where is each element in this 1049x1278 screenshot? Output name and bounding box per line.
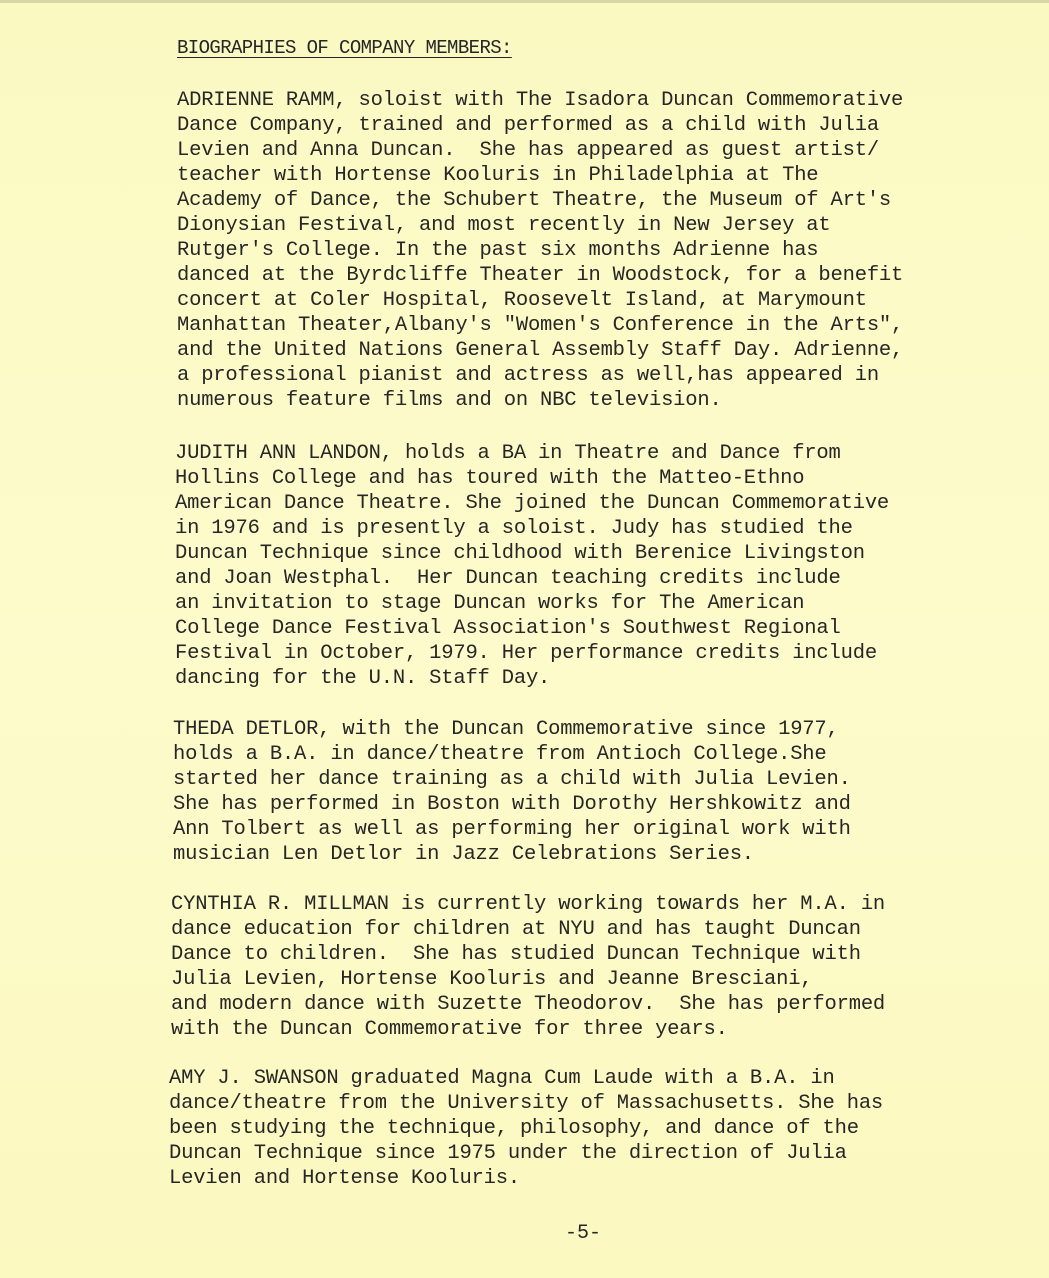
bio-line: Dance to children. She has studied Duncan Technique with — [171, 943, 861, 966]
page-heading: BIOGRAPHIES OF COMPANY MEMBERS: — [177, 37, 512, 59]
bio-line: and the United Nations General Assembly Staff Day. Adrienne, — [177, 339, 904, 362]
bio-line: ADRIENNE RAMM, soloist with The Isadora Duncan Commemorative — [177, 89, 904, 112]
bio-line: musician Len Detlor in Jazz Celebrations Series. — [173, 843, 754, 866]
biography-amy-swanson — [169, 1066, 959, 1191]
bio-line: and Joan Westphal. Her Duncan teaching credits include — [175, 567, 841, 590]
bio-line: started her dance training as a child with Julia Levien. — [173, 768, 851, 791]
bio-line: an invitation to stage Duncan works for The American — [175, 592, 805, 615]
bio-line: THEDA DETLOR, with the Duncan Commemorative since 1977, — [173, 718, 839, 741]
bio-line: Hollins College and has toured with the Matteo-Ethno — [175, 467, 805, 490]
bio-line: Julia Levien, Hortense Kooluris and Jeanne Bresciani, — [171, 968, 813, 991]
bio-line: Dionysian Festival, and most recently in New Jersey at — [177, 214, 831, 237]
bio-line: with the Duncan Commemorative for three years. — [171, 1018, 728, 1041]
bio-line: Manhattan Theater,Albany's "Women's Conference in the Arts", — [177, 314, 904, 337]
bio-line: dance/theatre from the University of Massachusetts. She has — [169, 1092, 884, 1115]
bio-line: Levien and Anna Duncan. She has appeared as guest artist/ — [177, 139, 879, 162]
biography-judith-ann-landon — [175, 441, 965, 691]
bio-line: Festival in October, 1979. Her performance credits include — [175, 642, 877, 665]
bio-line: Duncan Technique since childhood with Berenice Livingston — [175, 542, 865, 565]
biography-theda-detlor — [173, 717, 963, 867]
bio-line: teacher with Hortense Kooluris in Philadelphia at The — [177, 164, 819, 187]
bio-line: JUDITH ANN LANDON, holds a BA in Theatre and Dance from — [175, 442, 841, 465]
bio-line: been studying the technique, philosophy, and dance of the — [169, 1117, 859, 1140]
bio-line: danced at the Byrdcliffe Theater in Woodstock, for a benefit — [177, 264, 904, 287]
bio-line: concert at Coler Hospital, Roosevelt Island, at Marymount — [177, 289, 867, 312]
bio-line: dance education for children at NYU and has taught Duncan — [171, 918, 861, 941]
paper-top-edge — [0, 0, 1049, 3]
bio-line: Ann Tolbert as well as performing her original work with — [173, 818, 851, 841]
bio-line: Academy of Dance, the Schubert Theatre, the Museum of Art's — [177, 189, 892, 212]
bio-line: American Dance Theatre. She joined the Duncan Commemorative — [175, 492, 890, 515]
biography-adrienne-ramm — [177, 88, 967, 413]
bio-line: Rutger's College. In the past six months Adrienne has — [177, 239, 819, 262]
bio-line: in 1976 and is presently a soloist. Judy has studied the — [175, 517, 853, 540]
page-number: -5- — [565, 1222, 602, 1245]
bio-line: Levien and Hortense Kooluris. — [169, 1167, 520, 1190]
bio-line: and modern dance with Suzette Theodorov. She has performed — [171, 993, 886, 1016]
biography-cynthia-millman — [171, 892, 961, 1042]
bio-line: CYNTHIA R. MILLMAN is currently working towards her M.A. in — [171, 893, 886, 916]
bio-line: dancing for the U.N. Staff Day. — [175, 667, 551, 690]
bio-line: College Dance Festival Association's Southwest Regional — [175, 617, 841, 640]
bio-line: holds a B.A. in dance/theatre from Antioch College.She — [173, 743, 827, 766]
bio-line: a professional pianist and actress as well,has appeared in — [177, 364, 879, 387]
bio-line: She has performed in Boston with Dorothy Hershkowitz and — [173, 793, 851, 816]
bio-line: Duncan Technique since 1975 under the direction of Julia — [169, 1142, 847, 1165]
bio-line: numerous feature films and on NBC television. — [177, 389, 722, 412]
bio-line: AMY J. SWANSON graduated Magna Cum Laude with a B.A. in — [169, 1067, 835, 1090]
bio-line: Dance Company, trained and performed as a child with Julia — [177, 114, 879, 137]
